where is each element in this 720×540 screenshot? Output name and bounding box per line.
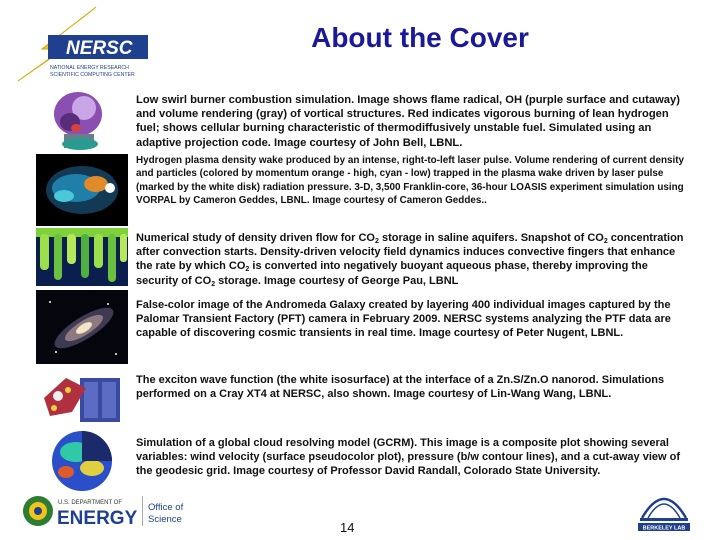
description-co2-storage	[136, 231, 692, 288]
logo-line1: NATIONAL ENERGY RESEARCH	[50, 65, 129, 71]
logo-wordmark: NERSC	[66, 38, 133, 59]
co2-convection-thumbnail	[36, 228, 128, 286]
text-segment: Numerical study of density driven flow for CO	[136, 232, 375, 244]
text-segment: storage in saline aquifers. Snapshot of CO	[378, 232, 604, 244]
andromeda-galaxy-thumbnail	[36, 290, 128, 364]
logo-line2: SCIENTIFIC COMPUTING CENTER	[50, 72, 135, 78]
berkeley-lab-logo	[634, 478, 694, 532]
combustion-thumbnail	[36, 88, 128, 152]
page-number: 14	[340, 520, 355, 535]
description-combustion: Low swirl burner combustion simulation. Image shows flame radical, OH (purple surface and cutaway) and volume rendering (gray) of vortical structures. Red indicates vigorous burning of lean hydrogen fuel; shows cellular burning characteristic of thermodiffusively unstable fuel. Simulated using an adaptive projection code. Image courtesy of John Bell, LBNL.	[136, 94, 680, 149]
plasma-wake-thumbnail	[36, 154, 128, 226]
subscript: 2	[245, 266, 250, 274]
subscript: 2	[211, 280, 216, 288]
text-segment: is converted into negatively buoyant aqueous phase, thereby improving the security of CO	[136, 260, 648, 287]
subscript: 2	[374, 238, 379, 245]
text-segment: storage. Image courtesy of George Pau, LBNL	[215, 274, 459, 287]
lab-name: BERKELEY LAB	[642, 525, 686, 532]
global-cloud-model-thumbnail	[36, 428, 128, 494]
office-line1: Office of	[148, 502, 184, 513]
description-gcrm: Simulation of a global cloud resolving model (GCRM). This image is a composite plot showing several variables: wind velocity (surface pseudocolor plot), pressure (b/w contour lines), and a cut-away view of the geodesic grid. Image courtesy of Professor David Randall, Colorado State University.	[136, 437, 681, 478]
subscript: 2	[603, 238, 608, 245]
doe-office-of-science-logo	[22, 494, 197, 528]
text-segment: concentration after convection starts. Density-driven velocity field dynamics induces convective fingers that enhance the rate by which CO	[136, 232, 684, 273]
nanorod-exciton-thumbnail	[36, 368, 128, 426]
description-andromeda: False-color image of the Andromeda Galaxy created by layering 400 individual images captured by the Palomar Transient Factory (PFT) camera in February 2009. NERSC systems analyzing the PTF data are capable of discovering cosmic transients in real time. Image courtesy of Peter Nugent, LBNL.	[136, 299, 671, 340]
doe-line1: U.S. DEPARTMENT OF	[58, 500, 123, 506]
description-nanorod: The exciton wave function (the white isosurface) at the interface of a Zn.S/Zn.O nanorod. Simulations performed on a Cray XT4 at NERSC, also shown. Image courtesy of Lin-Wang Wang, LBNL.	[136, 374, 665, 401]
description-plasma-wake: Hydrogen plasma density wake produced by an intense, right-to-left laser pulse. Volume rendering of current density and particles (colored by momentum orange - high, cyan - low) trapped in the plasma wake driven by laser pulse (marked by the white disk) radiation pressure. 3-D, 3,500 Franklin-core, 36-hour LOASIS experiment simulation using VORPAL by Cameron Geddes, LBNL. Image courtesy of Cameron Geddes..	[136, 155, 684, 206]
office-line2: Science	[148, 514, 182, 525]
nersc-logo	[8, 5, 158, 83]
doe-line2: ENERGY	[57, 508, 138, 528]
page-title: About the Cover	[311, 22, 529, 53]
